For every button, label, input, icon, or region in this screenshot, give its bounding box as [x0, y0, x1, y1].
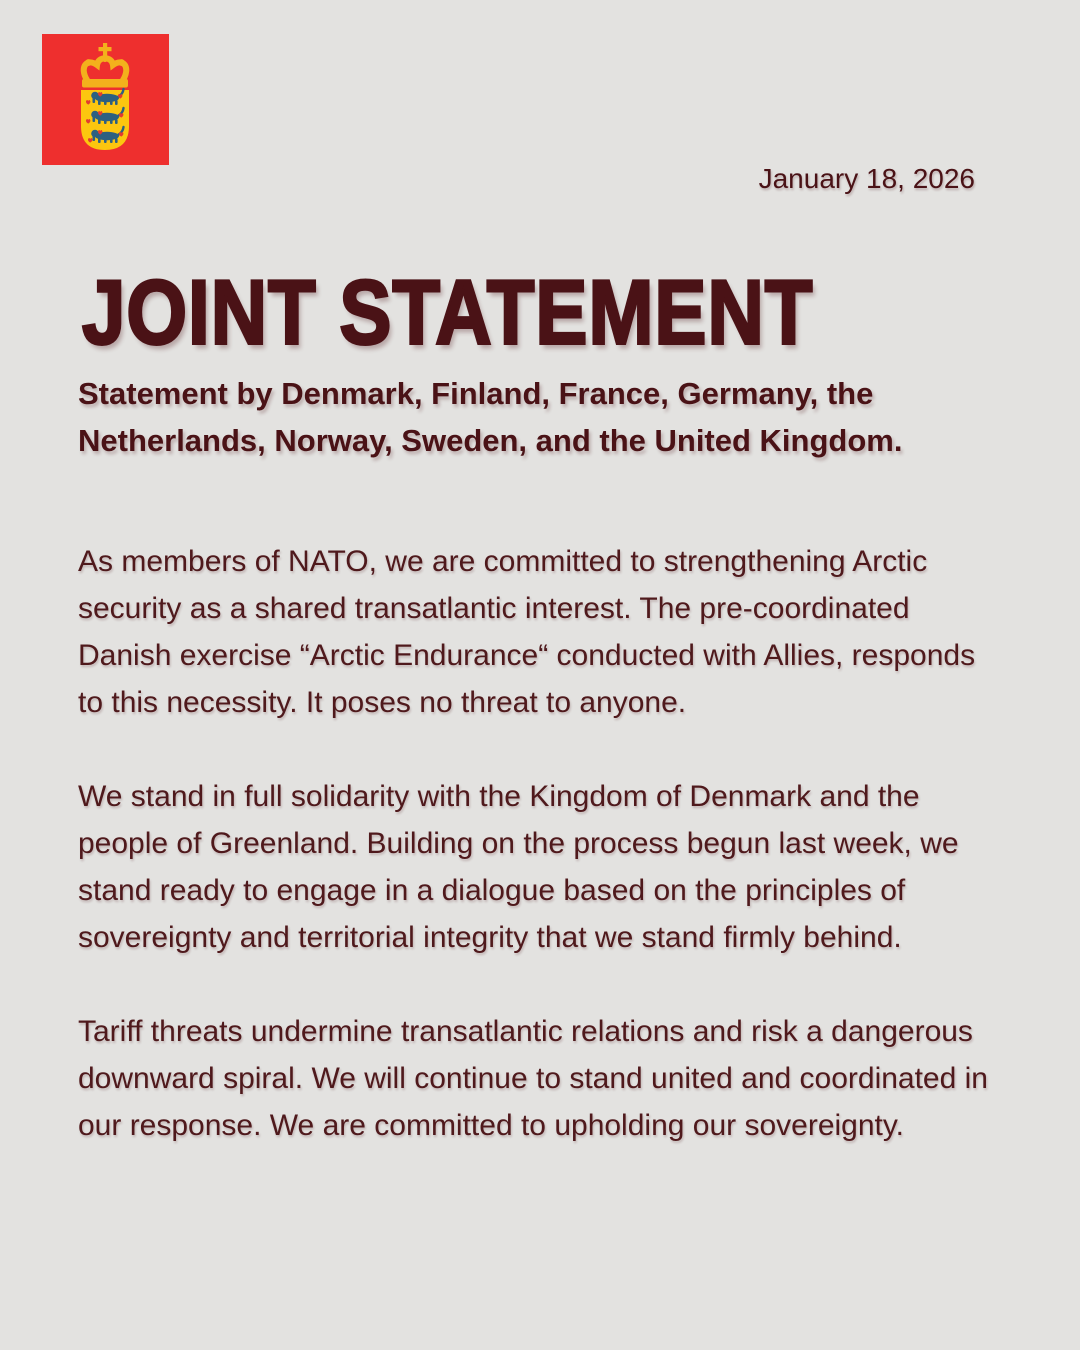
statement-date: January 18, 2026 [758, 163, 975, 194]
statement-title: JOINT STATEMENT [82, 261, 814, 364]
statement-paragraph-3: Tariff threats undermine transatlantic relations and risk a dangerous downward spiral. We will continue to stand united and coordinated in our response. We are committed to upholding our sovereignty. [78, 1015, 988, 1142]
statement-paragraph-1: As members of NATO, we are committed to strengthening Arctic security as a shared transatlantic interest. The pre-coordinated Danish exercise “Arctic Endurance“ conducted with Allies, responds to this necessity. It poses no threat to anyone. [78, 545, 976, 719]
statement-paragraph-2: We stand in full solidarity with the Kingdom of Denmark and the people of Greenland. Building on the process begun last week, we stand ready to engage in a dialogue based on the principles of sovereignty and territorial integrity that we stand firmly behind. [78, 780, 959, 954]
statement-body [78, 538, 996, 1149]
denmark-coat-of-arms-icon [42, 34, 169, 165]
statement-subtitle: Statement by Denmark, Finland, France, Germany, the Netherlands, Norway, Sweden, and the United Kingdom. [78, 376, 903, 458]
